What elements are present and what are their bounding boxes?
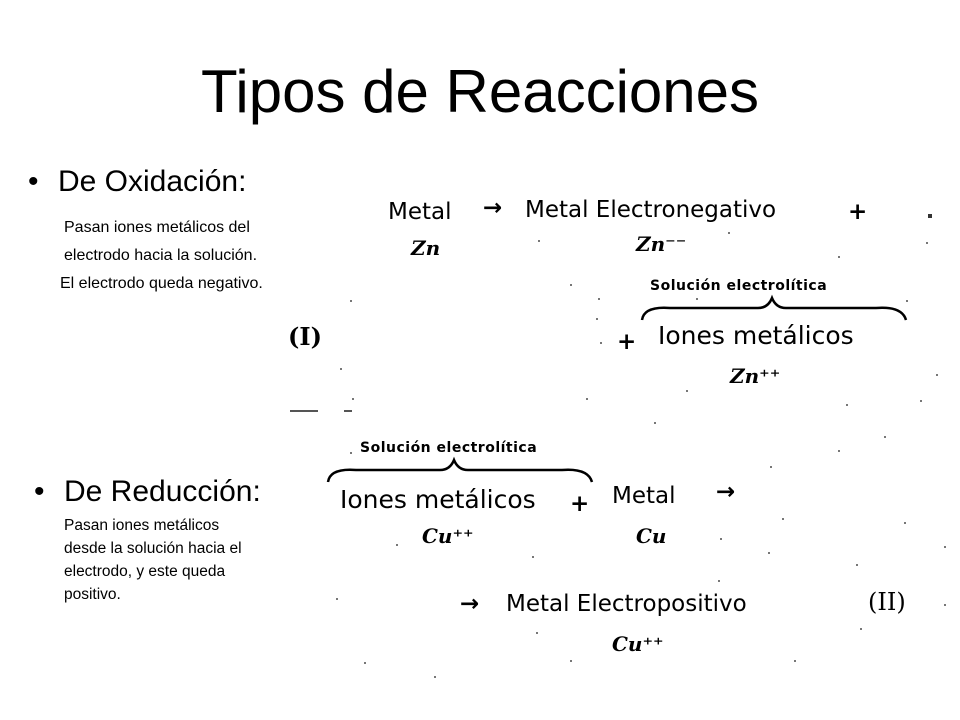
speck bbox=[352, 398, 354, 400]
speck bbox=[364, 662, 366, 664]
speck bbox=[920, 400, 922, 402]
speck bbox=[768, 552, 770, 554]
r2-solution-label: Solución electrolítica bbox=[360, 440, 538, 456]
r1-plus1: + bbox=[848, 199, 868, 225]
speck bbox=[856, 564, 858, 566]
r1-scan-mark bbox=[928, 214, 932, 218]
r2-brace bbox=[326, 458, 596, 488]
speck bbox=[570, 660, 572, 662]
reduction-line: electrodo, y este queda bbox=[64, 563, 226, 580]
oxidation-line: El electrodo queda negativo. bbox=[60, 275, 263, 292]
speck bbox=[906, 300, 908, 302]
r2-label: (II) bbox=[868, 588, 906, 616]
speck bbox=[570, 284, 572, 286]
r2-product: Metal Electropositivo bbox=[506, 591, 747, 617]
speck bbox=[838, 256, 840, 258]
r1-plus2: + bbox=[617, 329, 637, 355]
speck bbox=[926, 242, 928, 244]
r1-metal: Metal bbox=[388, 199, 452, 225]
speck bbox=[944, 604, 946, 606]
speck bbox=[846, 404, 848, 406]
speck bbox=[770, 466, 772, 468]
bullet-dot: • bbox=[34, 475, 45, 508]
speck bbox=[596, 318, 598, 320]
speck bbox=[718, 580, 720, 582]
r1-solution-label: Solución electrolítica bbox=[650, 278, 828, 294]
r2-cu: Cu bbox=[636, 524, 667, 548]
speck bbox=[396, 544, 398, 546]
speck bbox=[600, 342, 602, 344]
speck bbox=[586, 398, 588, 400]
speck bbox=[598, 298, 600, 300]
r2-plus: + bbox=[570, 491, 590, 517]
r1-zn-neg: Zn⁻⁻ bbox=[636, 232, 687, 256]
r2-ions: Iones metálicos bbox=[340, 485, 536, 514]
r1-zn: Zn bbox=[411, 236, 441, 260]
r2-arrow1: → bbox=[716, 479, 736, 505]
speck bbox=[532, 556, 534, 558]
reduction-line: positivo. bbox=[64, 586, 121, 603]
reduction-heading: De Reducción: bbox=[64, 475, 261, 508]
speck bbox=[340, 368, 342, 370]
reduction-line: desde la solución hacia el bbox=[64, 540, 242, 557]
r1-arrow: → bbox=[483, 195, 503, 221]
speck bbox=[350, 300, 352, 302]
speck bbox=[884, 436, 886, 438]
reduction-text bbox=[64, 514, 324, 606]
r1-scan-mark bbox=[290, 410, 318, 412]
speck bbox=[350, 452, 352, 454]
oxidation-text bbox=[60, 216, 350, 296]
reduction-bullet bbox=[34, 474, 261, 510]
speck bbox=[686, 390, 688, 392]
r1-scan-mark bbox=[344, 410, 352, 412]
oxidation-bullet bbox=[28, 164, 246, 200]
reduction-line: Pasan iones metálicos bbox=[64, 517, 220, 534]
r1-ions: Iones metálicos bbox=[658, 321, 854, 350]
r2-metal: Metal bbox=[612, 483, 676, 509]
oxidation-line: electrodo hacia la solución. bbox=[64, 247, 258, 264]
speck bbox=[434, 676, 436, 678]
oxidation-heading: De Oxidación: bbox=[58, 165, 247, 198]
speck bbox=[860, 628, 862, 630]
r1-label: (I) bbox=[288, 322, 322, 351]
r2-cu-pos1: Cu⁺⁺ bbox=[422, 524, 474, 548]
speck bbox=[536, 632, 538, 634]
speck bbox=[654, 422, 656, 424]
r2-arrow2: → bbox=[460, 591, 480, 617]
r1-zn-pos: Zn⁺⁺ bbox=[730, 364, 781, 388]
speck bbox=[794, 660, 796, 662]
speck bbox=[336, 598, 338, 600]
speck bbox=[904, 522, 906, 524]
oxidation-line: Pasan iones metálicos del bbox=[64, 219, 250, 236]
speck bbox=[782, 518, 784, 520]
speck bbox=[838, 450, 840, 452]
speck bbox=[728, 232, 730, 234]
speck bbox=[936, 374, 938, 376]
r2-cu-pos2: Cu⁺⁺ bbox=[612, 632, 664, 656]
speck bbox=[696, 298, 698, 300]
bullet-dot: • bbox=[28, 165, 39, 198]
speck bbox=[720, 538, 722, 540]
r1-product: Metal Electronegativo bbox=[525, 197, 777, 223]
speck bbox=[944, 546, 946, 548]
speck bbox=[538, 240, 540, 242]
slide-title: Tipos de Reacciones bbox=[200, 58, 760, 125]
